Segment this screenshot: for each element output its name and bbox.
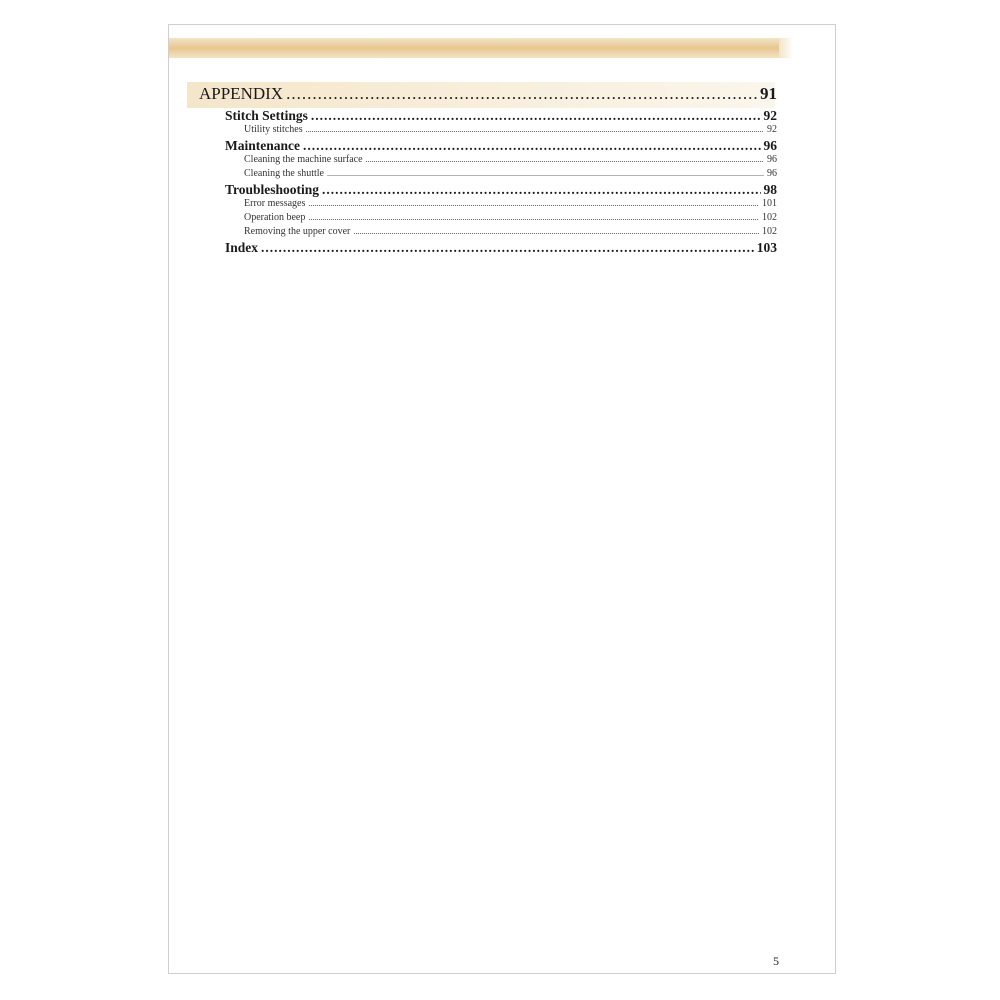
table-of-contents: [187, 83, 777, 256]
toc-subentry-utility-stitches[interactable]: [187, 124, 777, 138]
toc-entry-label: Troubleshooting: [225, 182, 320, 197]
toc-entry-page: 96: [763, 138, 777, 153]
toc-leader-dots: [261, 240, 754, 256]
toc-subentry-label: Utility stitches: [244, 124, 303, 135]
toc-subentry-label: Error messages: [244, 198, 306, 209]
toc-section-appendix[interactable]: [187, 83, 777, 108]
toc-leader-dots: [306, 125, 764, 134]
toc-leader-dots: [286, 84, 757, 104]
toc-leader-dots: [303, 138, 761, 154]
toc-subentry-cleaning-machine-surface[interactable]: [187, 154, 777, 168]
toc-entry-label: Maintenance: [225, 138, 300, 153]
toc-entry-page: 92: [763, 108, 777, 123]
toc-entry-page: 98: [763, 182, 777, 197]
toc-leader-dots: [322, 182, 760, 198]
toc-subentry-page: 96: [767, 168, 777, 179]
toc-section-label: APPENDIX: [199, 84, 284, 103]
toc-leader-dots: [353, 227, 759, 236]
toc-subentry-page: 96: [767, 154, 777, 165]
toc-subentry-label: Cleaning the machine surface: [244, 154, 363, 165]
header-decorative-band: [169, 38, 779, 58]
toc-entry-index[interactable]: [187, 240, 777, 256]
toc-section-page: 91: [760, 84, 777, 103]
toc-leader-dots: [327, 169, 764, 178]
toc-entry-label: Stitch Settings: [225, 108, 308, 123]
toc-leader-dots: [308, 213, 759, 222]
toc-subentry-label: Operation beep: [244, 212, 306, 223]
toc-subentry-page: 102: [762, 226, 777, 237]
toc-subentry-page: 102: [762, 212, 777, 223]
document-page: [168, 24, 836, 974]
toc-subentry-operation-beep[interactable]: [187, 212, 777, 226]
toc-subentry-label: Removing the upper cover: [244, 226, 351, 237]
page-number: 5: [773, 954, 779, 968]
toc-entry-label: Index: [225, 240, 259, 255]
toc-entry-troubleshooting[interactable]: [187, 182, 777, 198]
toc-subentry-error-messages[interactable]: [187, 198, 777, 212]
toc-leader-dots: [308, 199, 759, 208]
toc-subentry-removing-upper-cover[interactable]: [187, 226, 777, 240]
toc-subentry-page: 92: [767, 124, 777, 135]
toc-entry-stitch-settings[interactable]: [187, 108, 777, 124]
toc-subentry-cleaning-shuttle[interactable]: [187, 168, 777, 182]
toc-entry-page: 103: [756, 240, 777, 255]
toc-subentry-label: Cleaning the shuttle: [244, 168, 324, 179]
toc-entry-maintenance[interactable]: [187, 138, 777, 154]
toc-subentry-page: 101: [762, 198, 777, 209]
toc-leader-dots: [311, 108, 761, 124]
toc-leader-dots: [366, 155, 764, 164]
